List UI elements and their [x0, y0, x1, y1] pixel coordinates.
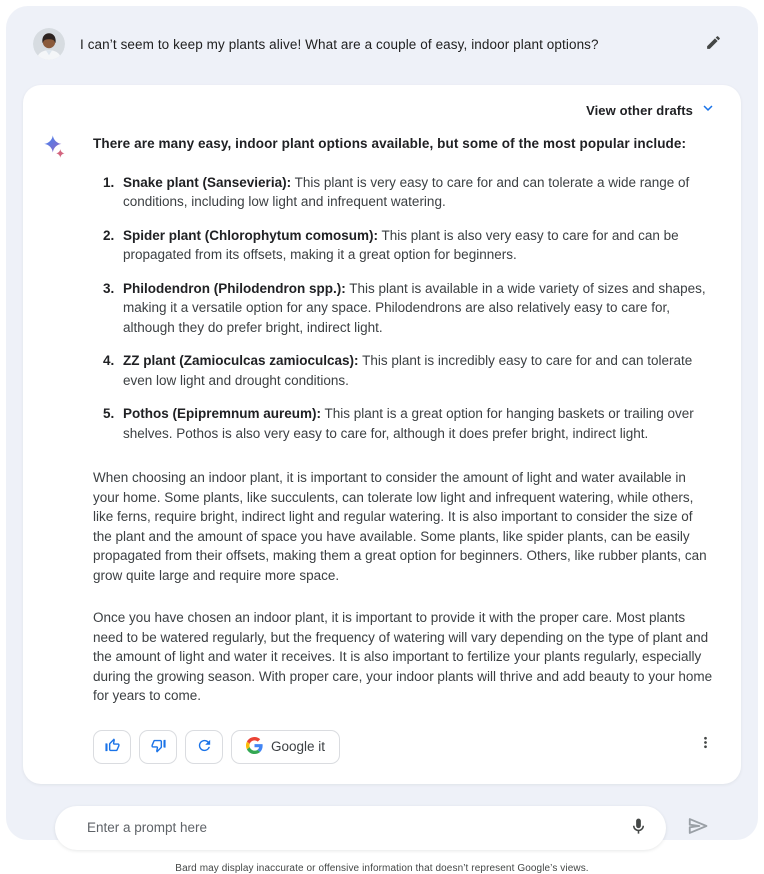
thumbs-down-button[interactable] [139, 730, 177, 764]
chevron-down-icon [699, 99, 717, 122]
google-it-label: Google it [271, 739, 326, 754]
response-text [93, 134, 719, 764]
list-item: 4. ZZ plant (Zamioculcas zamioculcas): This plant is incredibly easy to care for and can tolerate even low light and drought conditions. [103, 353, 693, 388]
google-it-button[interactable] [231, 730, 340, 764]
edit-prompt-button[interactable] [700, 31, 726, 57]
list-item: 2. Spider plant (Chlorophytum comosum): This plant is also very easy to care for and can be propagated from its offsets, making it a great option for beginners. [103, 227, 679, 262]
response-intro: There are many easy, indoor plant options available, but some of the most popular include: [93, 136, 687, 151]
user-query-text: I can’t seem to keep my plants alive! What are a couple of easy, indoor plant options? [80, 36, 599, 52]
response-paragraph: When choosing an indoor plant, it is important to consider the amount of light and water available in your home. Some plants, like succulents, can tolerate low light and infrequent watering, while others, like ferns, require bright, indirect light and regular watering. It is also important to consider the size of the plant and the amount of space you have available. Some plants, like spider plants, can be easily propagated from their offsets, making them a great option for beginners. Others, like rubber plants, can grow quite large and require more space. [93, 470, 707, 583]
regenerate-button[interactable] [185, 730, 223, 764]
response-paragraph: Once you have chosen an indoor plant, it is important to provide it with the proper care. Most plants need to be watered regularly, but the frequency of watering will vary depending on the type of plant and the amount of light and water it receives. It is also important to fertilize your plants regularly, especially during the growing season. With proper care, your indoor plants will thrive and add beauty to your home for years to come. [93, 610, 713, 703]
send-icon [685, 813, 711, 842]
microphone-icon [629, 817, 648, 839]
response-actions [93, 730, 719, 764]
thumbs-up-button[interactable] [93, 730, 131, 764]
google-g-icon [246, 737, 263, 757]
bard-sparkle-icon [41, 134, 81, 764]
kebab-menu-icon [697, 734, 714, 754]
bard-app [6, 6, 758, 874]
thumb-down-icon [150, 737, 167, 757]
more-options-button[interactable] [691, 730, 719, 758]
view-other-drafts-button[interactable] [41, 95, 719, 122]
response-card [23, 85, 741, 784]
pencil-icon [705, 34, 722, 54]
list-item: 3. Philodendron (Philodendron spp.): This plant is available in a wide variety of sizes and shapes, making it a versatile option for any space. Philodendrons are also relatively easy to care for, although they do prefer bright, indirect light. [103, 280, 706, 335]
response-content [41, 134, 719, 764]
avatar [33, 28, 65, 60]
thumb-up-icon [104, 737, 121, 757]
list-item: 1. Snake plant (Sansevieria): This plant is very easy to care for and can tolerate a wide range of conditions, including low light and infrequent watering. [103, 174, 690, 209]
user-message-row [6, 6, 758, 60]
disclaimer-text: Bard may display inaccurate or offensive information that doesn’t represent Google’s views. [175, 862, 589, 874]
refresh-icon [196, 737, 213, 757]
mic-button[interactable] [622, 812, 654, 844]
list-item: 5. Pothos (Epipremnum aureum): This plant is a great option for hanging baskets or trailing over shelves. Pothos is also very easy to care for, although it does prefer bright, indirect light. [103, 406, 694, 441]
composer [55, 806, 714, 850]
prompt-pill [55, 806, 666, 850]
view-other-drafts-label: View other drafts [586, 103, 693, 118]
send-button[interactable] [682, 812, 714, 844]
prompt-input[interactable] [87, 820, 622, 835]
plant-list [93, 173, 719, 444]
